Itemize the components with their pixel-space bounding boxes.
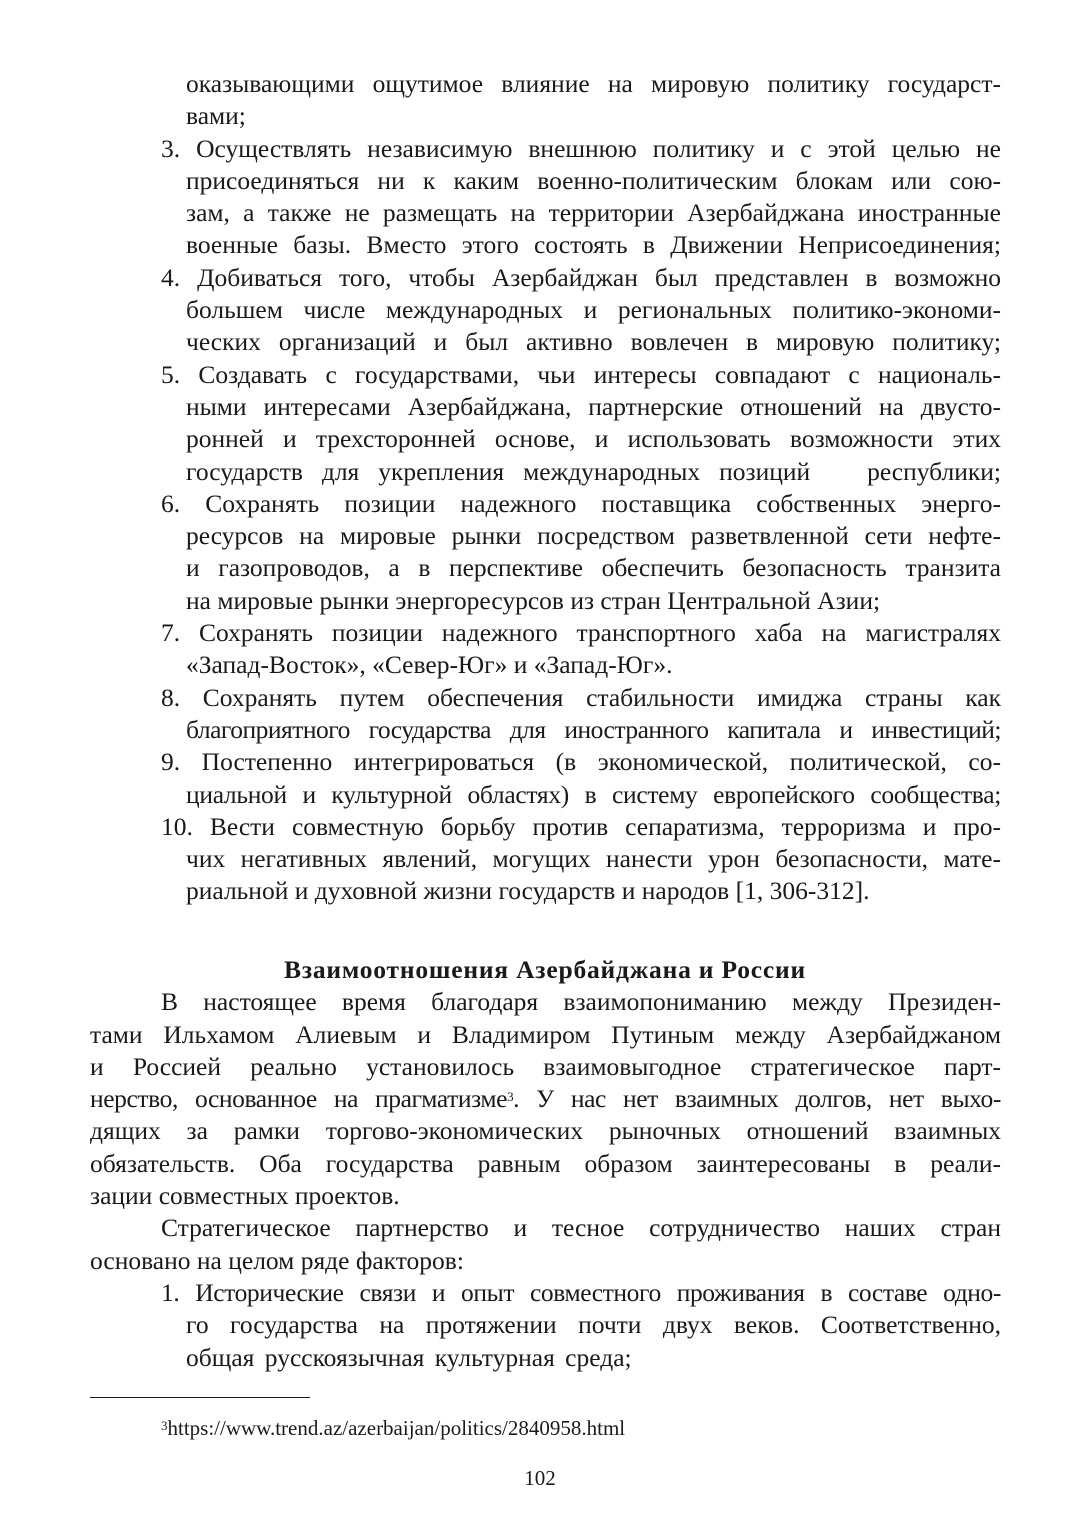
text-line: ресурсов на мировые рынки посредством разветвленной сети нефте- bbox=[186, 521, 1001, 551]
section-heading: Взаимоотношения Азербайджана и России bbox=[284, 955, 806, 984]
text-line: В настоящее время благодаря взаимопониманию между Президен- bbox=[161, 987, 1001, 1017]
list-item bbox=[161, 682, 1001, 747]
footnote-separator bbox=[90, 1397, 310, 1398]
text-line: большем числе международных и региональных политико-экономи- bbox=[186, 295, 1001, 325]
text-line: циальной и культурной областях) в систему европейского сообщества; bbox=[186, 779, 1001, 809]
factors-list bbox=[161, 1277, 1001, 1374]
text-line bbox=[90, 1083, 1001, 1115]
text-line: 7. Сохранять позиции надежного транспортного хаба на магистралях bbox=[161, 618, 1001, 648]
text-line: Стратегическое партнерство и тесное сотрудничество наших стран bbox=[161, 1213, 1001, 1243]
page-number: 102 bbox=[524, 1466, 556, 1490]
list-item bbox=[161, 262, 1001, 359]
text-fragment: . У нас нет взаимных долгов, нет выхо- bbox=[513, 1084, 1001, 1114]
text-line: основано на целом ряде факторов: bbox=[90, 1245, 464, 1275]
footnote-link[interactable]: https://www.trend.az/azerbaijan/politics/2840958.html bbox=[167, 1416, 626, 1440]
footnote bbox=[161, 1415, 625, 1441]
footnote-marker: 3 bbox=[161, 1418, 168, 1433]
text-line: присоединяться ни к каким военно-политическим блокам или сою- bbox=[186, 165, 1001, 195]
text-line: 1. Исторические связи и опыт совместного проживания в составе одно- bbox=[161, 1278, 1001, 1307]
text-line: 8. Сохранять путем обеспечения стабильности имиджа страны как bbox=[161, 682, 1001, 712]
text-line: военные базы. Вместо этого состоять в Движении Неприсоединения; bbox=[186, 230, 1001, 260]
list-item bbox=[161, 1277, 1001, 1374]
text-line: 3. Осуществлять независимую внешнюю политику и с этой целью не bbox=[161, 133, 1001, 163]
text-fragment: нерство, основанное на прагматизме bbox=[90, 1084, 508, 1114]
text-line: тами Ильхамом Алиевым и Владимиром Путиным между Азербайджаном bbox=[90, 1019, 1001, 1049]
text-line: 10. Вести совместную борьбу против сепаратизма, терроризма и про- bbox=[161, 811, 1001, 841]
text-line: и Россией реально установилось взаимовыгодное стратегическое парт- bbox=[90, 1051, 1001, 1081]
text-line: чих негативных явлений, могущих нанести урон безопасности, мате- bbox=[186, 844, 1001, 874]
text-line: «Запад-Восток», «Север-Юг» и «Запад-Юг». bbox=[186, 650, 673, 680]
text-line: 5. Создавать с государствами, чьи интересы совпадают с националь- bbox=[161, 359, 1001, 389]
text-line: 4. Добиваться того, чтобы Азербайджан был представлен в возможно bbox=[161, 262, 1001, 292]
text-line: вами; bbox=[186, 101, 246, 131]
paragraph bbox=[90, 986, 1001, 1212]
list-item bbox=[161, 488, 1001, 617]
text-line: оказывающими ощутимое влияние на мировую политику государст- bbox=[186, 69, 1001, 98]
text-line: го государства на протяжении почти двух веков. Соответственно, bbox=[186, 1310, 1001, 1340]
text-line: ронней и трехсторонней основе, и использовать возможности этих bbox=[186, 424, 1001, 454]
text-line: зации совместных проектов. bbox=[90, 1181, 400, 1211]
text-line: риальной и духовной жизни государств и народов [1, 306-312]. bbox=[186, 876, 870, 906]
list-item bbox=[161, 617, 1001, 682]
text-line: 6. Сохранять позиции надежного поставщика собственных энерго- bbox=[161, 488, 1001, 518]
list-item bbox=[161, 746, 1001, 811]
list-item bbox=[161, 133, 1001, 262]
list-item bbox=[161, 811, 1001, 908]
paragraph bbox=[90, 1212, 1001, 1277]
text-line: благоприятного государства для иностранного капитала и инвестиций; bbox=[186, 714, 1001, 744]
text-line: ческих организаций и был активно вовлечен в мировую политику; bbox=[186, 327, 1001, 357]
text-line: общая русскоязычная культурная среда; bbox=[186, 1342, 632, 1372]
footnote-reference[interactable]: 3 bbox=[507, 1089, 514, 1105]
text-line: дящих за рамки торгово-экономических рыночных отношений взаимных bbox=[90, 1116, 1001, 1146]
text-line: зам, а также не размещать на территории Азербайджана иностранные bbox=[186, 198, 1001, 228]
list-continuation bbox=[161, 68, 1001, 133]
list-item bbox=[161, 359, 1001, 488]
text-line: и газопроводов, а в перспективе обеспечить безопасность транзита bbox=[186, 553, 1001, 583]
text-line: ными интересами Азербайджана, партнерские отношений на двусто- bbox=[186, 391, 1001, 421]
text-line: 9. Постепенно интегрироваться (в экономической, политической, со- bbox=[161, 747, 1001, 777]
goals-list bbox=[161, 133, 1001, 908]
text-line: обязательств. Оба государства равным образом заинтересованы в реали- bbox=[90, 1148, 1001, 1178]
text-line: государств для укрепления международных позиций республики; bbox=[186, 456, 1001, 486]
text-line: на мировые рынки энергоресурсов из стран Центральной Азии; bbox=[186, 585, 881, 615]
